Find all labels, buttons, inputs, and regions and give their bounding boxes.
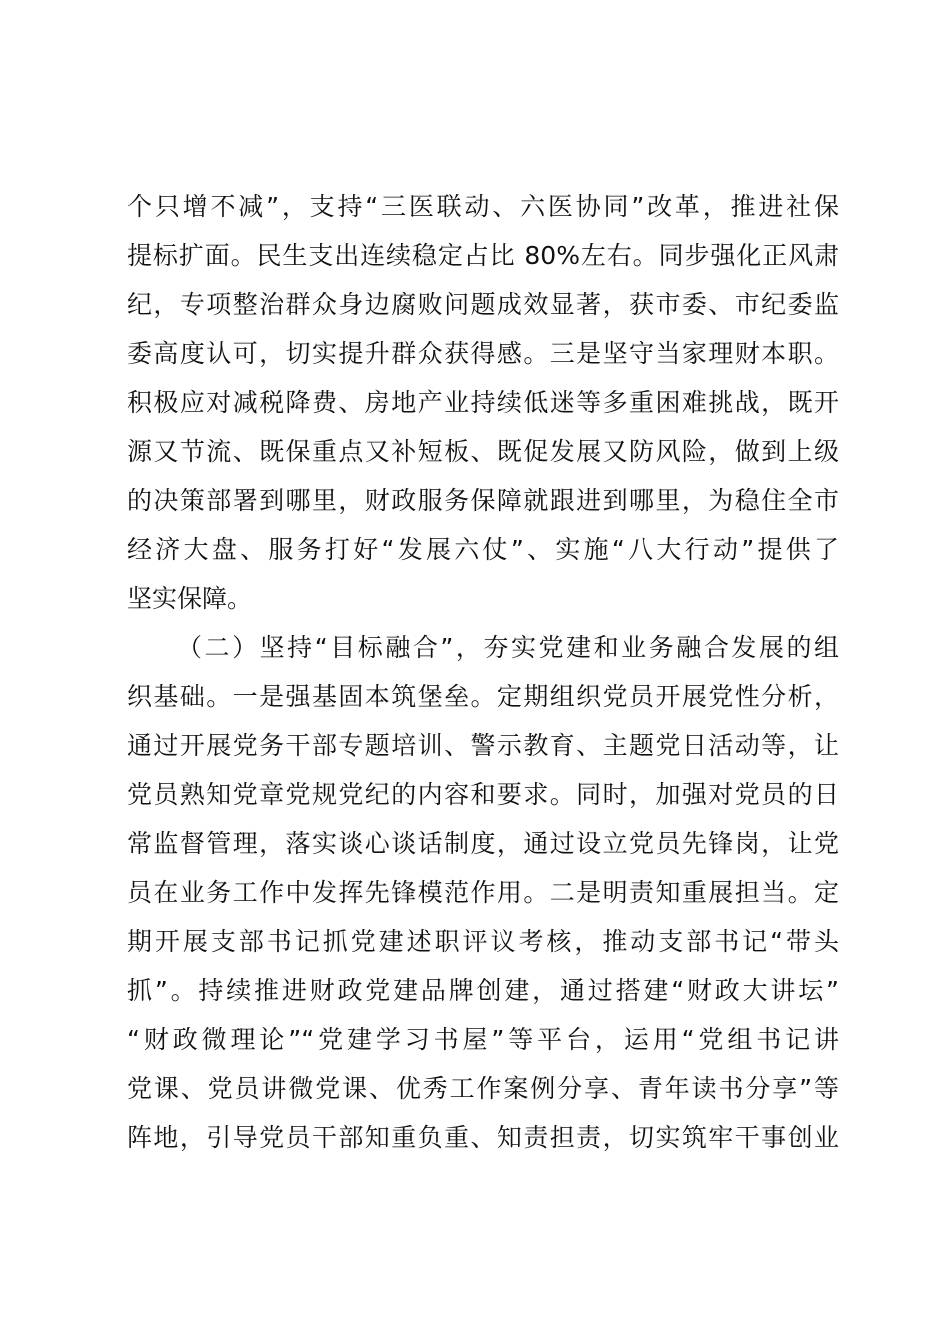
text-line: “财政微理论”“党建学习书屋”等平台，运用“党组书记讲 (127, 1025, 839, 1054)
text-line: 个只增不减”，支持“三医联动、六医协同”改革，推进社保 (127, 192, 839, 221)
paragraph-end-line: 坚实保障。 (127, 584, 253, 613)
text-line: 积极应对减税降费、房地产业持续低迷等多重困难挑战，既开 (127, 388, 839, 417)
section-heading-line: （二）坚持“目标融合”，夯实党建和业务融合发展的组 (177, 633, 839, 662)
text-line: 通过开展党务干部专题培训、警示教育、主题党日活动等，让 (127, 731, 839, 760)
text-line: 源又节流、既保重点又补短板、既促发展又防风险，做到上级 (127, 437, 839, 466)
text-line: 委高度认可，切实提升群众获得感。三是坚守当家理财本职。 (127, 339, 839, 368)
text-line: 常监督管理，落实谈心谈话制度，通过设立党员先锋岗，让党 (127, 829, 839, 858)
text-line: 织基础。一是强基固本筑堡垒。定期组织党员开展党性分析， (127, 682, 839, 711)
text-line: 纪，专项整治群众身边腐败问题成效显著，获市委、市纪委监 (127, 290, 839, 319)
text-line: 阵地，引导党员干部知重负重、知责担责，切实筑牢干事创业 (127, 1123, 839, 1152)
text-line: 期开展支部书记抓党建述职评议考核，推动支部书记“带头 (127, 927, 839, 956)
text-line: 提标扩面。民生支出连续稳定占比 80%左右。同步强化正风肃 (127, 241, 839, 270)
text-line: 的决策部署到哪里，财政服务保障就跟进到哪里，为稳住全市 (127, 486, 839, 515)
text-line: 经济大盘、服务打好“发展六仗”、实施“八大行动”提供了 (127, 535, 839, 564)
body-text (127, 182, 839, 1162)
text-line: 员在业务工作中发挥先锋模范作用。二是明责知重展担当。定 (127, 878, 839, 907)
text-line: 党员熟知党章党规党纪的内容和要求。同时，加强对党员的日 (127, 780, 839, 809)
text-line: 党课、党员讲微党课、优秀工作案例分享、青年读书分享”等 (127, 1074, 839, 1103)
text-line: 抓”。持续推进财政党建品牌创建，通过搭建“财政大讲坛” (127, 976, 839, 1005)
